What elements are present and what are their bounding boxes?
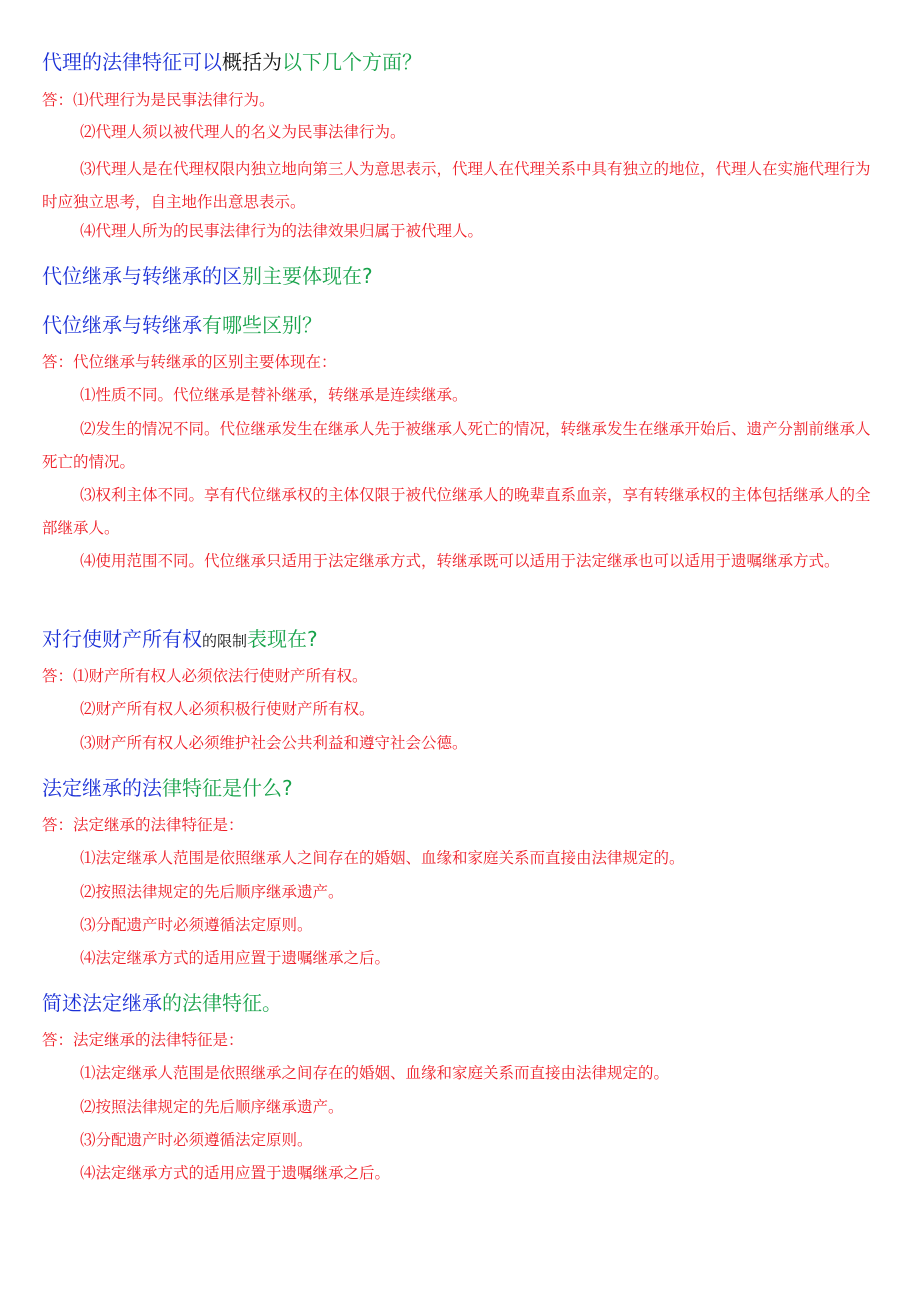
question-part: 法定继承的法 (42, 776, 162, 800)
answer-line: ⑴法定继承人范围是依照继承人之间存在的婚姻、血缘和家庭关系而直接由法律规定的。 (80, 849, 685, 867)
question-part: 概括为 (222, 50, 282, 74)
question-part: 表现在? (247, 627, 318, 651)
answer-line: ⑶分配遗产时必须遵循法定原则。 (80, 1131, 313, 1149)
question-heading (42, 989, 282, 1017)
answer-line: ⑷法定继承方式的适用应置于遗嘱继承之后。 (80, 949, 391, 967)
answer-line: ⑷法定继承方式的适用应置于遗嘱继承之后。 (80, 1164, 391, 1182)
question-part: 的限制 (202, 632, 248, 650)
question-part: 代位继承与转继承 (42, 313, 202, 337)
question-part: 有哪些区别？ (202, 313, 322, 337)
question-part: 简述法定继承 (42, 991, 162, 1015)
answer-line: ⑵代理人须以被代理人的名义为民事法律行为。 (80, 123, 406, 141)
question-part: 代理的法律特征可以 (42, 50, 222, 74)
answer-line: ⑵按照法律规定的先后顺序继承遗产。 (80, 1098, 344, 1116)
answer-line: ⑴性质不同。代位继承是替补继承，转继承是连续继承。 (80, 386, 468, 404)
answer-line: ⑶财产所有权人必须维护社会公共利益和遵守社会公德。 (80, 734, 468, 752)
answer-line: ⑶分配遗产时必须遵循法定原则。 (80, 916, 313, 934)
question-heading (42, 774, 293, 802)
answer-line: 答：⑴财产所有权人必须依法行使财产所有权。 (42, 667, 368, 685)
answer-line: 答：法定继承的法律特征是： (42, 816, 244, 834)
answer-line: 答：法定继承的法律特征是： (42, 1031, 244, 1049)
question-heading (42, 311, 322, 339)
answer-line: ⑷使用范围不同。代位继承只适用于法定继承方式，转继承既可以适用于法定继承也可以适用于遗嘱继承方式。 (80, 552, 840, 570)
answer-line: ⑶代理人是在代理权限内独立地向第三人为意思表示，代理人在代理关系中具有独立的地位，代理人在实施代理行为时应独立思考，自主地作出意思表示。 (42, 160, 871, 211)
answer-line: 答：⑴代理行为是民事法律行为。 (42, 91, 275, 109)
question-heading (42, 262, 373, 290)
question-heading (42, 625, 318, 655)
answer-line: ⑵财产所有权人必须积极行使财产所有权。 (80, 700, 375, 718)
answer-line: ⑴法定继承人范围是依照继承之间存在的婚姻、血缘和家庭关系而直接由法律规定的。 (80, 1064, 670, 1082)
question-part: 代位继承与转继承的区 (42, 264, 242, 288)
answer-line: ⑵按照法律规定的先后顺序继承遗产。 (80, 883, 344, 901)
answer-line: ⑶权利主体不同。享有代位继承权的主体仅限于被代位继承人的晚辈直系血亲，享有转继承权的主体包括继承人的全部继承人。 (42, 486, 871, 537)
answer-line: ⑵发生的情况不同。代位继承发生在继承人先于被继承人死亡的情况，转继承发生在继承开始后、遗产分割前继承人死亡的情况。 (42, 420, 871, 471)
question-part: 别主要体现在? (242, 264, 373, 288)
question-part: 以下几个方面？ (282, 50, 422, 74)
question-part: 对行使财产所有权 (42, 627, 202, 651)
question-part: 律特征是什么? (162, 776, 293, 800)
answer-line: ⑷代理人所为的民事法律行为的法律效果归属于被代理人。 (80, 222, 484, 240)
question-heading (42, 48, 422, 76)
answer-line: 答：代位继承与转继承的区别主要体现在： (42, 353, 337, 371)
question-part: 的法律特征。 (162, 991, 282, 1015)
